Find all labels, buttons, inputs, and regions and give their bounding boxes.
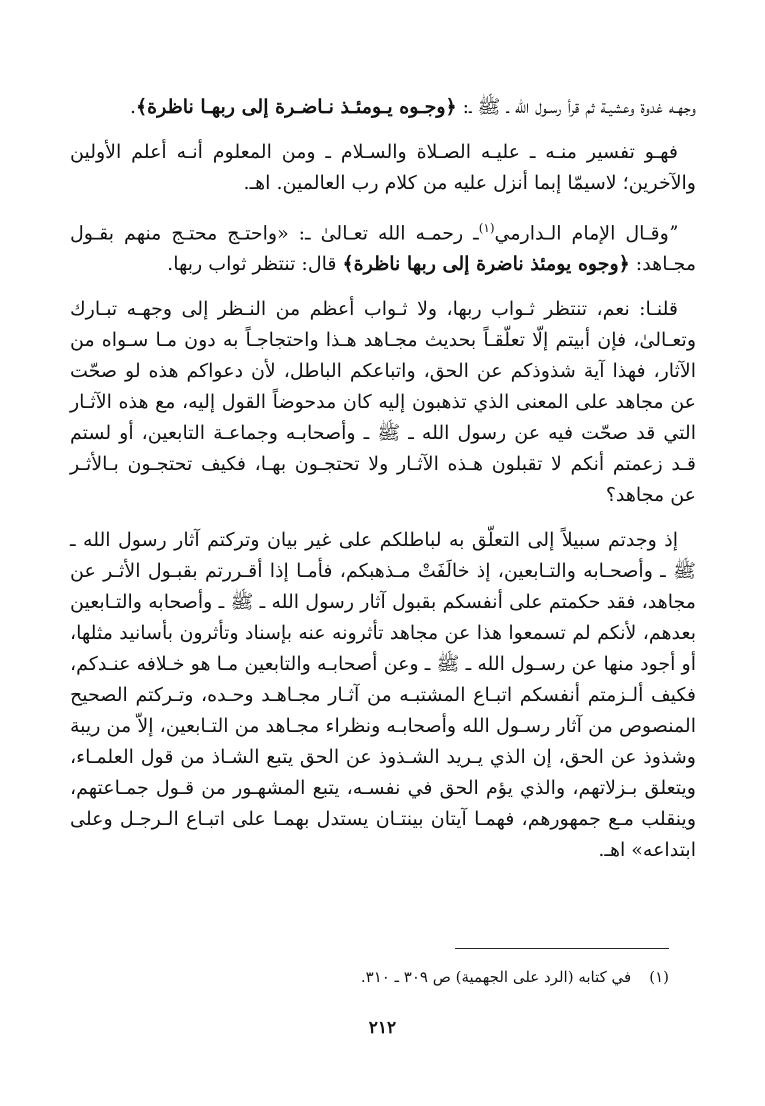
quran-verse: ﴿وجـوه يـومئـذ نـاضـرة إلى ربهـا ناظرة﴾ [136, 96, 457, 118]
paragraph-1-end: . [129, 96, 137, 118]
footnote-text: في كتابه (الرد على الجهمية) ص ٣٠٩ ـ ٣١٠. [360, 968, 632, 986]
paragraph-2-text: فهـو تفسير منـه ـ عليـه الصـلاة والسـلام ـ ومن المعلوم أنـه أعلم الأولين والآخرين؛ لاسيمّا إبما أنزل عليه من كلام رب العالمين. اهـ. [70, 141, 696, 194]
paragraph-3-text-a: ˮوقـال الإمام الـدارمي [494, 222, 678, 245]
paragraph-4 [70, 294, 696, 511]
paragraph-1 [70, 92, 696, 123]
footnote [149, 966, 669, 988]
page-number: ٢١٢ [368, 1018, 397, 1038]
quran-verse: ﴿وجوه يومئذ ناضرة إلى ربها ناظرة﴾ [342, 253, 630, 276]
footnote-divider [455, 948, 669, 949]
footnote-number: (١) [649, 968, 669, 986]
footnote-reference: (١) [478, 221, 495, 235]
paragraph-4-text: قلنـا: نعم، تنتظر ثـواب ربها، ولا ثـواب أعظم من النـظر إلى وجهـه تبـارك وتعـالىٰ، فإن أبيتم إلّا تعلّقـاً بحديث مجـاهد هـذا واحتجاجـاً به دون مـا سـواه من الآثار، فهذا آية شذوذكم عن الحق، واتباعكم الباطل، لأن دعواكم هذه لو صحّت عن مجاهد على المعنى الذي تذهبون إليه كان مدحوضاً القول إليه، مع هذه الآثـار التي قد صحّت فيه عن رسول الله ـ ﷺ ـ وأصحابـه وجماعـة التابعين، أو لستم قـد زعمتم أنكم لا تقبلون هـذه الآثـار ولا تحتجـون بهـا، فكيف تحتجـون بـالأثـر عن مجاهد؟ [70, 298, 696, 507]
paragraph-5 [70, 525, 696, 866]
paragraph-3 [70, 213, 696, 280]
page-body [70, 92, 696, 880]
paragraph-5-text: إذ وجدتم سبيلاً إلى التعلّق به لباطلكم على غير بيان وتركتم آثار رسول الله ـ ﷺ ـ وأصحـابه والتـابعين، إذ خالَفَتْ مـذهبكم، فأمـا إذا أقـررتم بقبـول الأثـر عن مجاهد، فقد حكمتم على أنفسكم بقبول آثار رسول الله ـ ﷺ ـ وأصحابه والتـابعين بعدهم، لأنكم لم تسمعوا هذا عن مجاهد تأثرونه عنه بإسناد وتأثرون بأسانيد مثلها، أو أجود منها عن رسـول الله ـ ﷺ ـ وعن أصحابـه والتابعين مـا هو خـلافه عنـدكم، فكيف ألـزمتم أنفسكم اتبـاع المشتبـه من آثـار مجـاهـد وحـده، وتـركتم الصحيح المنصوص من آثار رسـول الله وأصحابـه ونظراء مجـاهد من التـابعين، إلاّ من ريبة وشذوذ عن الحق، إن الذي يـريد الشـذوذ عن الحق يتبع الشـاذ من قول العلمـاء، ويتعلق بـزلاتهم، والذي يؤم الحق في نفسـه، يتبع المشهـور من قـول جمـاعتهم، وينقلب مـع جمهورهم، فهمـا آيتان بينتـان يستدل بهمـا على اتبـاع الـرجـل وعلى ابتداعه» اهـ. [70, 529, 696, 862]
paragraph-3-text-b: ـ رحمـه الله تعـالىٰ ـ: «واحتـج محتـج منهم بقـول مجـاهد: [70, 222, 696, 276]
paragraph-3-text-c: قال: تنتظر ثواب ربها. [167, 253, 343, 276]
paragraph-2 [70, 137, 696, 199]
paragraph-1-text: وجهـه غدوة وعشيـة ثم قرأ رسـول الله ـ ﷺ ـ: [456, 96, 696, 118]
